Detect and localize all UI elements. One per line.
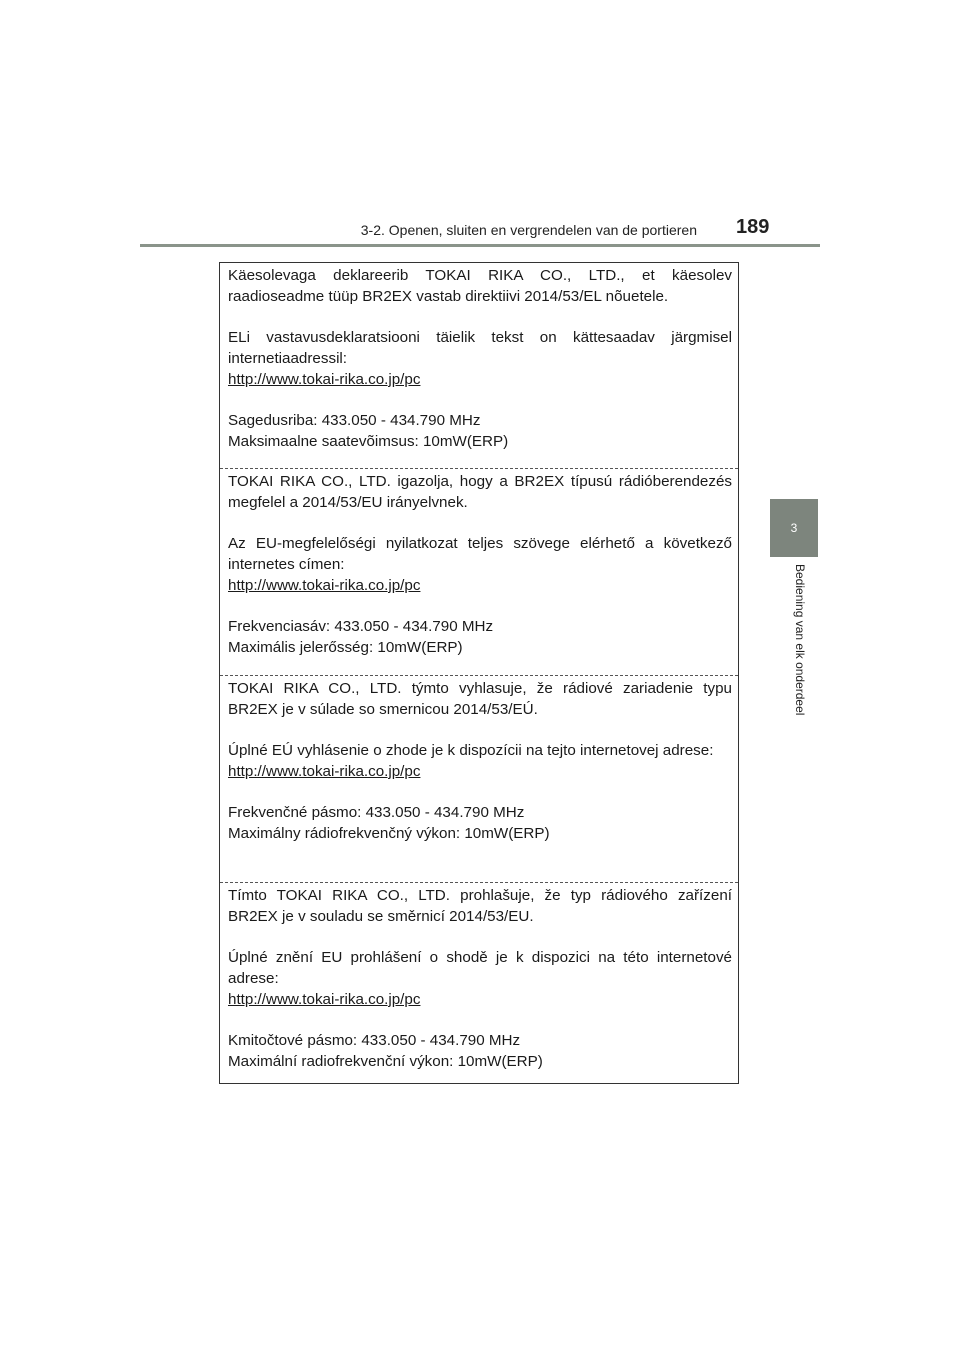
frequency-text: Kmitočtové pásmo: 433.050 - 434.790 MHz <box>228 1032 521 1049</box>
declaration-section-slovak <box>220 675 738 882</box>
declaration-link[interactable]: http://www.tokai-rika.co.jp/pc <box>228 577 421 594</box>
chapter-tab <box>770 499 818 557</box>
info-text: Úplné EÚ vyhlásenie o zhode je k dispozícii na tejto internetovej adrese: <box>228 742 714 759</box>
info-text: Úplné znění EU prohlášení o shodě je k dispozici na této internetové adrese: <box>228 949 732 987</box>
declaration-link[interactable]: http://www.tokai-rika.co.jp/pc <box>228 371 421 388</box>
declaration-section-hungarian <box>220 468 738 675</box>
info-text: Az EU-megfelelőségi nyilatkozat teljes szövege elérhető a következő internetes címen: <box>228 535 732 573</box>
declaration-text: TOKAI RIKA CO., LTD. igazolja, hogy a BR2EX típusú rádióberendezés megfelel a 2014/53/EU irányelvnek. <box>228 473 732 511</box>
frequency-text: Frekvenciasáv: 433.050 - 434.790 MHz <box>228 618 494 635</box>
declaration-link[interactable]: http://www.tokai-rika.co.jp/pc <box>228 991 421 1008</box>
info-text: ELi vastavusdeklaratsiooni täielik tekst on kättesaadav järgmisel internetiaadressil: <box>228 329 732 367</box>
declaration-section-czech <box>220 882 738 1084</box>
frequency-text: Sagedusriba: 433.050 - 434.790 MHz <box>228 412 481 429</box>
declaration-text: TOKAI RIKA CO., LTD. týmto vyhlasuje, že rádiové zariadenie typu BR2EX je v súlade so smernicou 2014/53/EÚ. <box>228 680 732 718</box>
chapter-label: Bediening van elk onderdeel <box>793 564 807 716</box>
power-text: Maksimaalne saatevõimsus: 10mW(ERP) <box>228 433 509 450</box>
chapter-number: 3 <box>790 521 798 535</box>
declaration-link[interactable]: http://www.tokai-rika.co.jp/pc <box>228 763 421 780</box>
declaration-section-estonian <box>220 263 738 468</box>
power-text: Maximálny rádiofrekvenčný výkon: 10mW(ERP) <box>228 825 550 842</box>
page-number: 189 <box>736 216 770 238</box>
declaration-box <box>219 262 739 1084</box>
section-title: 3-2. Openen, sluiten en vergrendelen van de portieren <box>360 222 697 238</box>
frequency-text: Frekvenčné pásmo: 433.050 - 434.790 MHz <box>228 804 525 821</box>
power-text: Maximální radiofrekvenční výkon: 10mW(ERP) <box>228 1053 543 1070</box>
declaration-text: Käesolevaga deklareerib TOKAI RIKA CO., LTD., et käesolev raadioseadme tüüp BR2EX vastab direktiivi 2014/53/EL nõuetele. <box>228 267 732 305</box>
header-divider <box>140 244 820 247</box>
power-text: Maximális jelerősség: 10mW(ERP) <box>228 639 463 656</box>
declaration-text: Tímto TOKAI RIKA CO., LTD. prohlašuje, že typ rádiového zařízení BR2EX je v souladu se směrnicí 2014/53/EU. <box>228 887 732 925</box>
